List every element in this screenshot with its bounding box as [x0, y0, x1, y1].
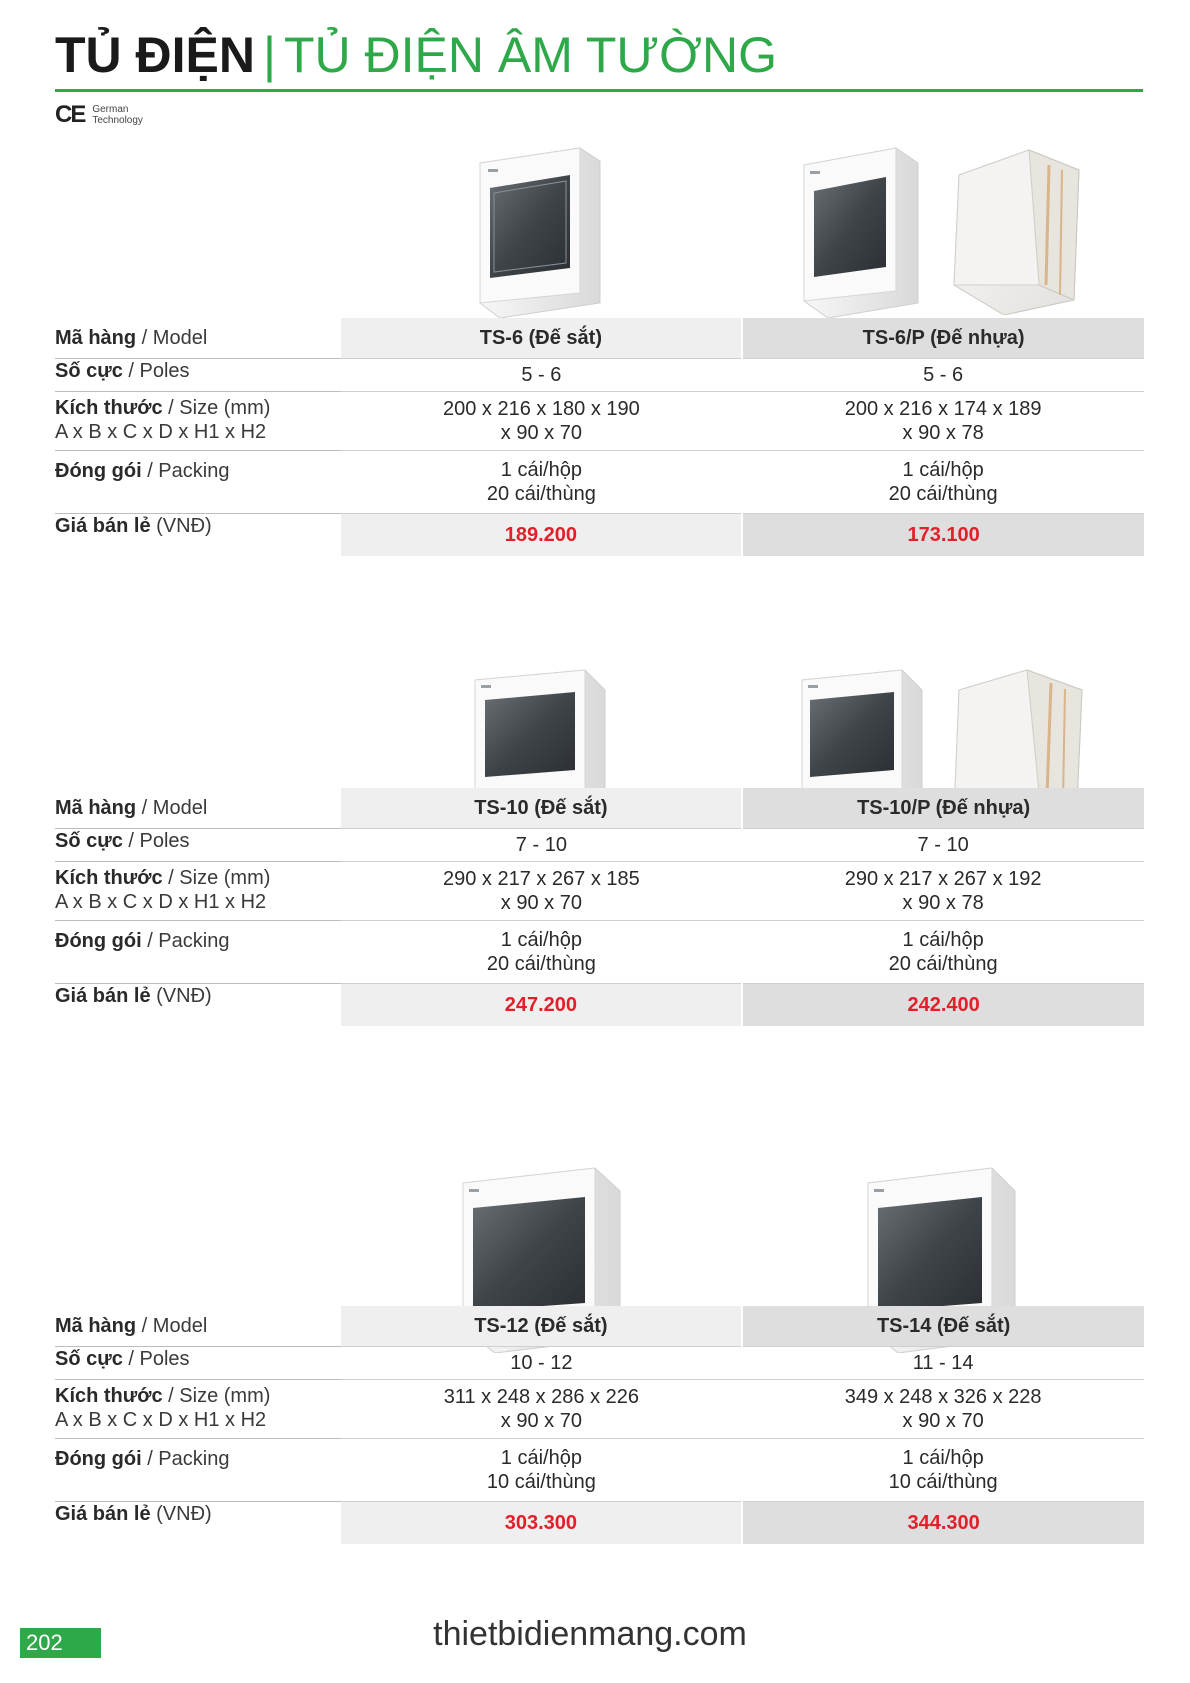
spec-row-poles	[55, 829, 1144, 862]
packing-value: 1 cái/hộp 20 cái/thùng	[742, 921, 1144, 984]
label-packing: Đóng gói / Packing	[55, 451, 341, 514]
poles-value: 5 - 6	[742, 359, 1144, 392]
size-value: 349 x 248 x 326 x 228 x 90 x 70	[742, 1380, 1144, 1439]
label-model: Mã hàng / Model	[55, 1306, 341, 1347]
spec-row-model	[55, 318, 1144, 359]
size-value: 311 x 248 x 286 x 226 x 90 x 70	[341, 1380, 743, 1439]
spec-row-poles	[55, 359, 1144, 392]
poles-value: 10 - 12	[341, 1347, 743, 1380]
page-title	[55, 22, 1145, 88]
label-packing: Đóng gói / Packing	[55, 1439, 341, 1502]
packing-value: 1 cái/hộp 20 cái/thùng	[742, 451, 1144, 514]
model-name: TS-6 (Đế sắt)	[341, 318, 743, 359]
size-value: 290 x 217 x 267 x 185 x 90 x 70	[341, 862, 743, 921]
spec-row-model	[55, 1306, 1144, 1347]
label-size: Kích thước / Size (mm) A x B x C x D x H1 x H2	[55, 1380, 341, 1439]
ce-caption	[92, 104, 143, 126]
spec-row-packing	[55, 451, 1144, 514]
label-packing: Đóng gói / Packing	[55, 921, 341, 984]
distribution-box-icon	[796, 143, 926, 318]
title-main: TỦ ĐIỆN	[55, 27, 255, 83]
label-model: Mã hàng / Model	[55, 788, 341, 829]
model-name: TS-14 (Đế sắt)	[742, 1306, 1144, 1347]
model-name: TS-10/P (Đế nhựa)	[742, 788, 1144, 829]
ce-caption-line2: Technology	[92, 115, 143, 126]
label-size: Kích thước / Size (mm) A x B x C x D x H1 x H2	[55, 862, 341, 921]
spec-row-packing	[55, 1439, 1144, 1502]
website-watermark: thietbidienmang.com	[433, 1615, 747, 1653]
spec-row-price	[55, 514, 1144, 557]
spec-row-model	[55, 788, 1144, 829]
spec-row-price	[55, 1502, 1144, 1545]
spec-row-packing	[55, 921, 1144, 984]
label-poles: Số cực / Poles	[55, 359, 341, 392]
packing-value: 1 cái/hộp 10 cái/thùng	[341, 1439, 743, 1502]
spec-row-size	[55, 862, 1144, 921]
product-image-ts-6	[340, 130, 740, 330]
poles-value: 11 - 14	[742, 1347, 1144, 1380]
size-value: 200 x 216 x 180 x 190 x 90 x 70	[341, 392, 743, 451]
label-poles: Số cực / Poles	[55, 1347, 341, 1380]
model-name: TS-12 (Đế sắt)	[341, 1306, 743, 1347]
label-model: Mã hàng / Model	[55, 318, 341, 359]
label-price: Giá bán lẻ (VNĐ)	[55, 985, 212, 1007]
price-value: 242.400	[742, 984, 1144, 1027]
packing-value: 1 cái/hộp 20 cái/thùng	[341, 921, 743, 984]
model-name: TS-6/P (Đế nhựa)	[742, 318, 1144, 359]
product-images-row	[55, 130, 1145, 330]
spec-table	[55, 1306, 1144, 1544]
spec-row-price	[55, 984, 1144, 1027]
label-price: Giá bán lẻ (VNĐ)	[55, 1503, 212, 1525]
packing-value: 1 cái/hộp 10 cái/thùng	[742, 1439, 1144, 1502]
spec-row-size	[55, 1380, 1144, 1439]
spec-table	[55, 788, 1144, 1026]
poles-value: 7 - 10	[341, 829, 743, 862]
product-image-ts-6p	[740, 130, 1140, 330]
distribution-box-icon	[470, 143, 610, 318]
label-size: Kích thước / Size (mm) A x B x C x D x H1 x H2	[55, 392, 341, 451]
spec-row-size	[55, 392, 1144, 451]
price-value: 189.200	[341, 514, 743, 557]
poles-value: 7 - 10	[742, 829, 1144, 862]
title-separator: |	[263, 27, 276, 83]
spec-table	[55, 318, 1144, 556]
ce-caption-line1: German	[92, 104, 129, 115]
price-value: 247.200	[341, 984, 743, 1027]
size-value: 290 x 217 x 267 x 192 x 90 x 78	[742, 862, 1144, 921]
model-name: TS-10 (Đế sắt)	[341, 788, 743, 829]
ce-badge	[55, 101, 143, 129]
label-price: Giá bán lẻ (VNĐ)	[55, 515, 212, 537]
header-divider	[55, 89, 1143, 92]
plastic-back-box-icon	[944, 145, 1084, 315]
price-value: 303.300	[341, 1502, 743, 1545]
size-value: 200 x 216 x 174 x 189 x 90 x 78	[742, 392, 1144, 451]
price-value: 344.300	[742, 1502, 1144, 1545]
packing-value: 1 cái/hộp 20 cái/thùng	[341, 451, 743, 514]
ce-mark-logo: CE	[55, 101, 85, 128]
spec-row-poles	[55, 1347, 1144, 1380]
page-number: 202	[20, 1628, 101, 1658]
poles-value: 5 - 6	[341, 359, 743, 392]
price-value: 173.100	[742, 514, 1144, 557]
label-poles: Số cực / Poles	[55, 829, 341, 862]
title-sub: TỦ ĐIỆN ÂM TƯỜNG	[284, 27, 777, 83]
page-header	[55, 22, 1145, 88]
